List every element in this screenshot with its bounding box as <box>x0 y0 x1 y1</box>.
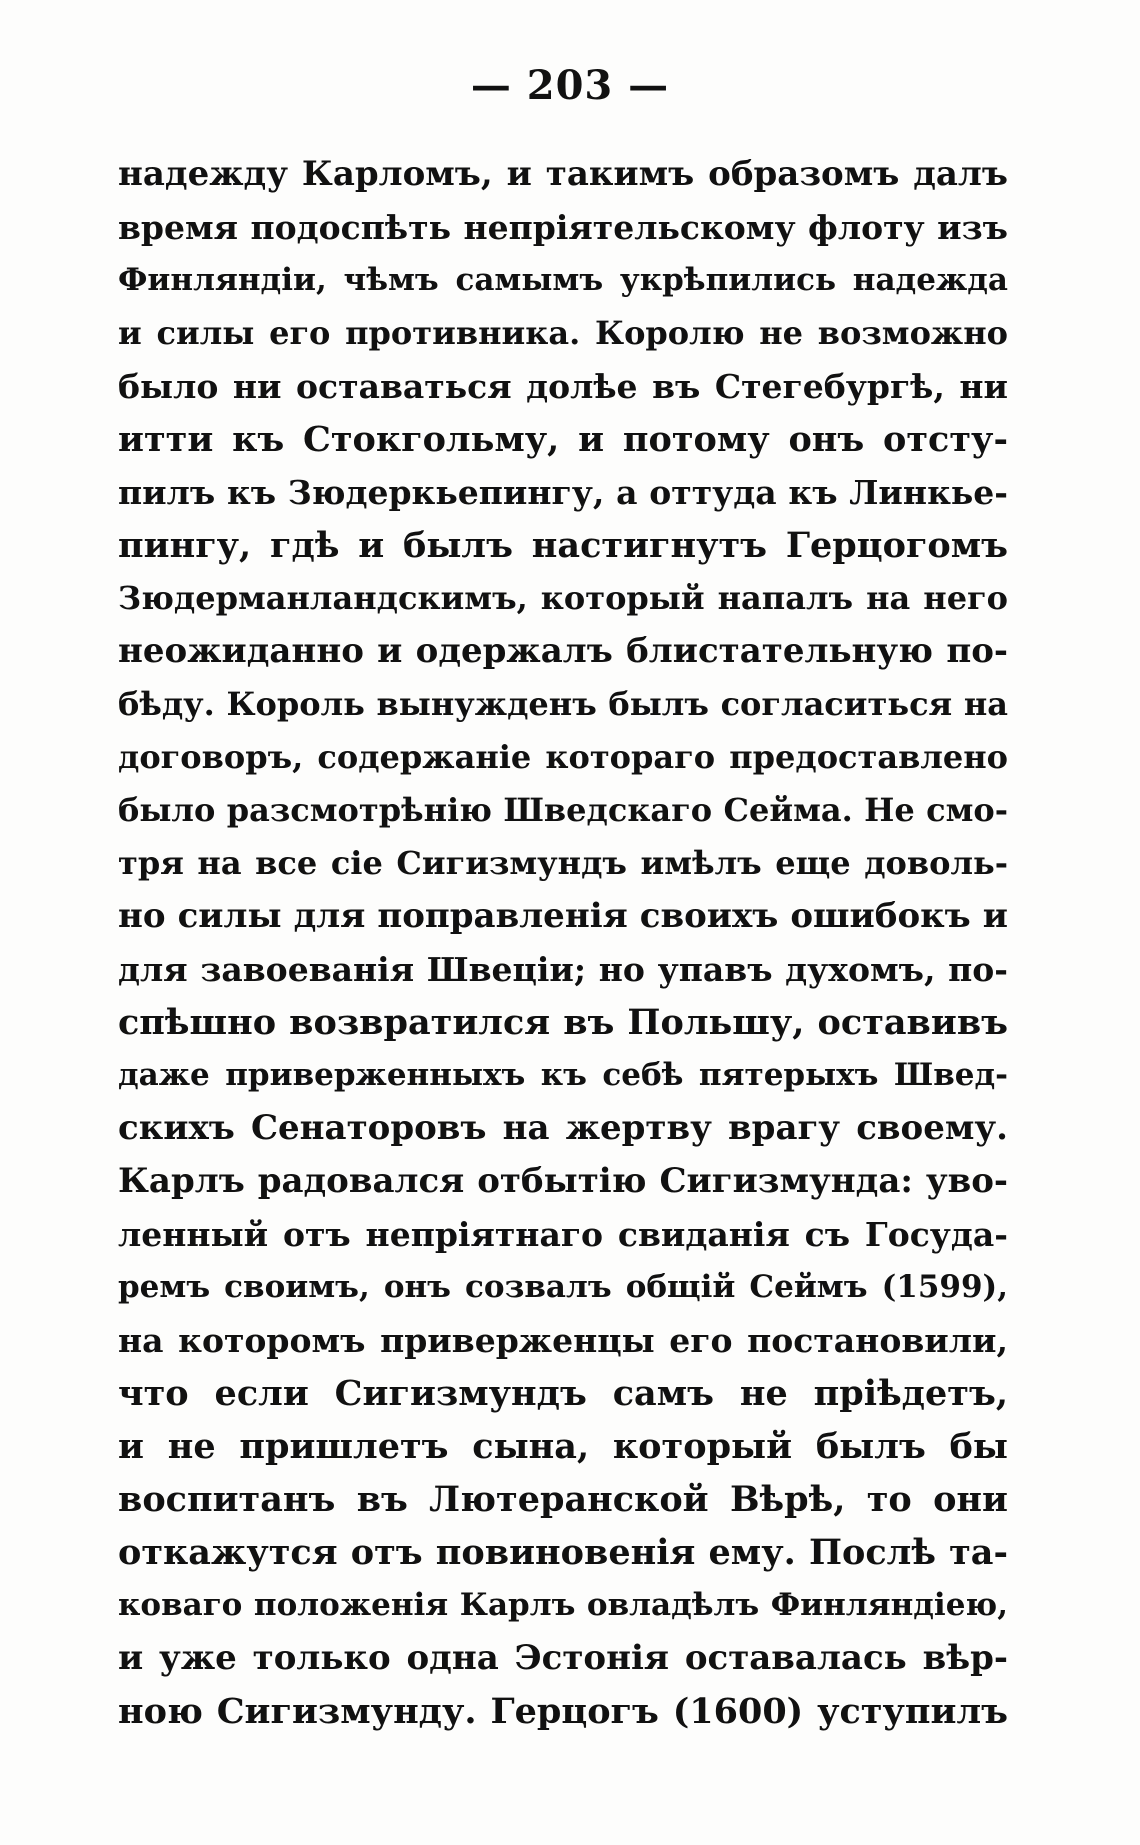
body-text <box>118 148 1008 1738</box>
text-line: Зюдерманландскимъ, который напалъ на него <box>118 579 1008 617</box>
text-line: и уже только одна Эстонія оставалась вѣр- <box>118 1638 1008 1678</box>
page-number: — 203 — <box>470 62 670 109</box>
text-line: даже приверженныхъ къ себѣ пятерыхъ Швед- <box>118 1057 1008 1093</box>
text-line: откажутся отъ повиновенія ему. Послѣ та- <box>118 1532 1008 1573</box>
text-line: неожиданно и одержалъ блистательную по- <box>118 631 1008 671</box>
text-line: было разсмотрѣнію Шведскаго Сейма. Не смо- <box>118 791 1008 829</box>
text-line: но силы для поправленія своихъ ошибокъ и <box>118 896 1008 936</box>
text-line: и не пришлетъ сына, который былъ бы <box>118 1426 1008 1467</box>
text-line: для завоеванія Швеціи; но упавъ духомъ, по- <box>118 950 1008 989</box>
text-line: коваго положенія Карлъ овладѣлъ Финляндіею, <box>118 1587 1008 1623</box>
text-line: на которомъ приверженцы его постановили, <box>118 1321 1008 1360</box>
text-line: договоръ, содержаніе котораго предоставлено <box>118 738 1008 776</box>
text-line: Карлъ радовался отбытію Сигизмунда: уво- <box>118 1161 1008 1201</box>
text-line: что если Сигизмундъ самъ не пріѣдетъ, <box>118 1373 1008 1414</box>
text-line: бѣду. Король вынужденъ былъ согласиться на <box>118 685 1008 723</box>
text-line: время подоспѣть непріятельскому флоту изъ <box>118 208 1008 247</box>
text-line: и силы его противника. Королю не возможно <box>118 314 1008 352</box>
text-line: было ни оставаться долѣе въ Стегебургѣ, ни <box>118 367 1008 406</box>
text-line: воспитанъ въ Лютеранской Вѣрѣ, то они <box>118 1479 1008 1520</box>
text-line: ною Сигизмунду. Герцогъ (1600) уступилъ <box>118 1691 1008 1732</box>
text-line: ремъ своимъ, онъ созвалъ общій Сеймъ (1599), <box>118 1269 1008 1305</box>
text-line: надежду Карломъ, и такимъ образомъ далъ <box>118 154 1008 194</box>
text-line: пингу, гдѣ и былъ настигнутъ Герцогомъ <box>118 525 1008 566</box>
text-line: ленный отъ непріятнаго свиданія съ Госуда- <box>118 1215 1008 1254</box>
text-line: Финляндіи, чѣмъ самымъ укрѣпились надежда <box>118 262 1008 298</box>
text-line: спѣшно возвратился въ Польшу, оставивъ <box>118 1002 1008 1043</box>
text-line: тря на все сіе Сигизмундъ имѣлъ еще доволь- <box>118 844 1008 882</box>
text-line: пилъ къ Зюдеркьепингу, а оттуда къ Линкье- <box>118 473 1008 512</box>
text-line: скихъ Сенаторовъ на жертву врагу своему. <box>118 1108 1008 1148</box>
text-line: итти къ Стокгольму, и потому онъ отсту- <box>118 419 1008 460</box>
